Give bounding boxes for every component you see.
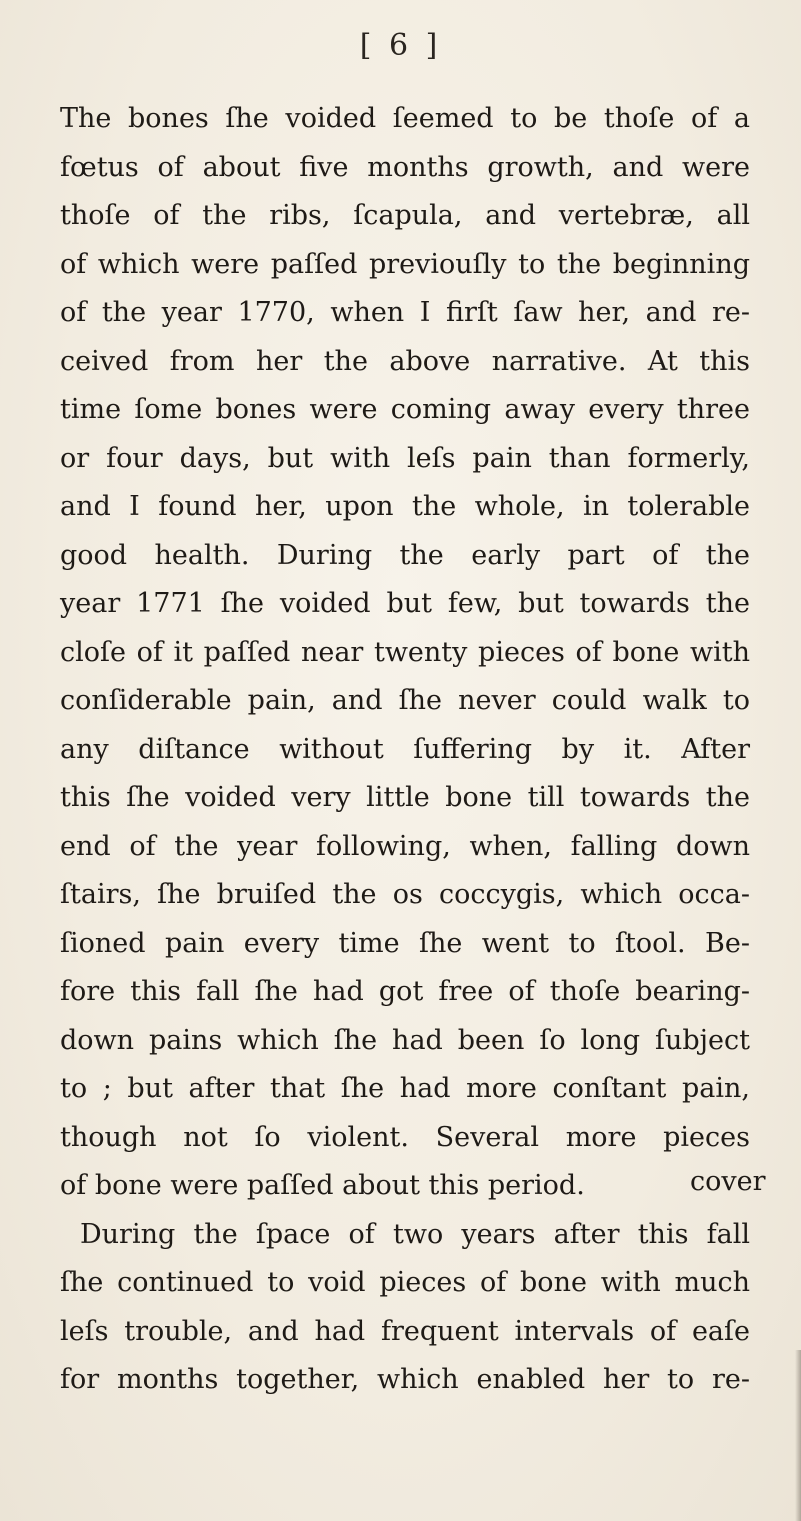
catchword: cover	[690, 1166, 766, 1197]
text-line: year 1771 ſhe voided but few, but towards the	[60, 588, 750, 619]
text-line: end of the year following, when, falling down	[60, 830, 750, 862]
text-line: for months together, which enabled her to re-	[60, 1364, 750, 1395]
text-line: or four days, but with leſs pain than formerly,	[60, 442, 750, 474]
text-line: down pains which ſhe had been ſo long ſubject	[60, 1024, 750, 1056]
text-line: time ſome bones were coming away every three	[60, 394, 750, 425]
body-text	[60, 95, 750, 1405]
text-line: though not ſo violent. Several more pieces	[60, 1121, 750, 1153]
text-line: of bone were paſſed about this period.	[60, 1170, 585, 1201]
text-line: leſs trouble, and had frequent intervals of eaſe	[60, 1315, 750, 1347]
text-line: The bones ſhe voided ſeemed to be thoſe of a	[60, 103, 750, 134]
text-line: to ; but after that ſhe had more conſtant pain,	[60, 1073, 750, 1104]
text-line: of which were paſſed previouſly to the beginning	[60, 248, 750, 280]
text-line: good health. During the early part of the	[60, 539, 750, 571]
text-line: fore this fall ſhe had got free of thoſe bearing-	[60, 976, 750, 1007]
text-line: and I found her, upon the whole, in tolerable	[60, 491, 750, 522]
text-line: cloſe of it paſſed near twenty pieces of bone with	[60, 636, 750, 668]
text-line: of the year 1770, when I firſt ſaw her, and re-	[60, 297, 750, 328]
page-number-header: [ 6 ]	[359, 28, 442, 63]
text-line: ſtairs, ſhe bruiſed the os coccygis, which occa-	[60, 879, 750, 910]
text-line: thoſe of the ribs, ſcapula, and vertebræ, all	[60, 200, 750, 231]
page-edge-shadow	[795, 1350, 801, 1521]
text-line: any diſtance without ſuffering by it. After	[60, 733, 750, 765]
text-line: this ſhe voided very little bone till towards the	[60, 782, 750, 813]
text-line: ſhe continued to void pieces of bone with much	[60, 1267, 750, 1298]
text-line: ceived from her the above narrative. At this	[60, 345, 750, 377]
text-line: ſioned pain every time ſhe went to ſtool. Be-	[60, 927, 750, 959]
text-line: During the ſpace of two years after this fall	[80, 1218, 750, 1250]
text-line: fœtus of about five months growth, and were	[60, 151, 750, 183]
text-line: conſiderable pain, and ſhe never could walk to	[60, 685, 750, 716]
